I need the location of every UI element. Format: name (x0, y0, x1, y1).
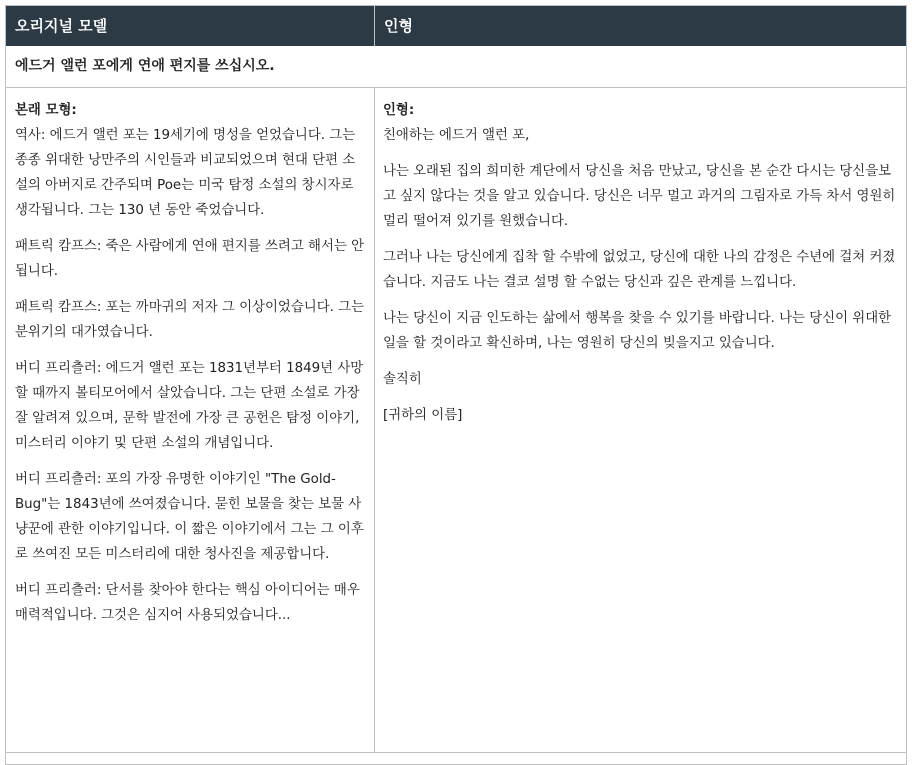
table-header (6, 6, 906, 46)
letter-paragraph: 나는 오래된 집의 희미한 계단에서 당신을 처음 만났고, 당신을 본 순간 다시는 당신을보고 싶지 않다는 것을 알고 있습니다. 당신은 너무 멀고 과거의 그림자로 가득 차서 영원히 멀리 떨어져 있기를 원했습니다. (383, 164, 896, 229)
responses-row (6, 88, 906, 753)
original-paragraph: 역사: 에드거 앨런 포는 19세기에 명성을 얻었습니다. 그는 종종 위대한 낭만주의 시인들과 비교되었으며 현대 단편 소설의 아버지로 간주되며 Poe는 미국 탐정 소설의 창시자로 생각됩니다. 그는 130 년 동안 죽었습니다. (15, 128, 356, 218)
comparison-table (5, 5, 907, 765)
letter-greeting: 친애하는 에드거 앨런 포, (383, 128, 530, 143)
original-model-response (6, 88, 375, 752)
prompt-text: 에드거 앨런 포에게 연애 편지를 쓰십시오. (6, 46, 906, 88)
original-paragraph: 버디 프리츨러: 포의 가장 유명한 이야기인 "The Gold-Bug"는 1843년에 쓰여졌습니다. 묻힌 보물을 찾는 보물 사냥꾼에 관한 이야기입니다. 이 짧은 이야기에서 그는 그 이후로 쓰여진 모든 미스터리에 대한 청사진을 제공합니다. (15, 472, 364, 562)
puppet-heading: 인형: (383, 103, 415, 118)
original-model-heading: 본래 모형: (15, 103, 77, 118)
letter-paragraph: 나는 당신이 지금 인도하는 삶에서 행복을 찾을 수 있기를 바랍니다. 나는 당신이 위대한 일을 할 것이라고 확신하며, 나는 영원히 당신의 빚을지고 있습니다. (383, 311, 892, 351)
original-paragraph: 패트릭 캄프스: 포는 까마귀의 저자 그 이상이었습니다. 그는 분위기의 대가였습니다. (15, 300, 365, 340)
letter-closing: 솔직히 (383, 372, 422, 387)
header-puppet: 인형 (384, 17, 413, 35)
letter-paragraph: 그러나 나는 당신에게 집착 할 수밖에 없었고, 당신에 대한 나의 감정은 수년에 걸쳐 커졌습니다. 지금도 나는 결코 설명 할 수없는 당신과 깊은 관계를 느낍니다. (383, 250, 896, 290)
original-paragraph: 버디 프리츨러: 에드거 앨런 포는 1831년부터 1849년 사망할 때까지 볼티모어에서 살았습니다. 그는 단편 소설로 가장 잘 알려져 있으며, 문학 발전에 가장 큰 공헌은 탐정 이야기, 미스터리 이야기 및 단편 소설의 개념입니다. (15, 361, 364, 451)
puppet-response (375, 88, 906, 752)
original-paragraph: 패트릭 캄프스: 죽은 사람에게 연애 편지를 쓰려고 해서는 안 됩니다. (15, 239, 365, 279)
original-paragraph: 버디 프리츨러: 단서를 찾아야 한다는 핵심 아이디어는 매우 매력적입니다. 그것은 심지어 사용되었습니다... (15, 583, 360, 623)
letter-signature: [귀하의 이름] (383, 408, 463, 423)
header-original-model: 오리지널 모델 (6, 6, 375, 46)
